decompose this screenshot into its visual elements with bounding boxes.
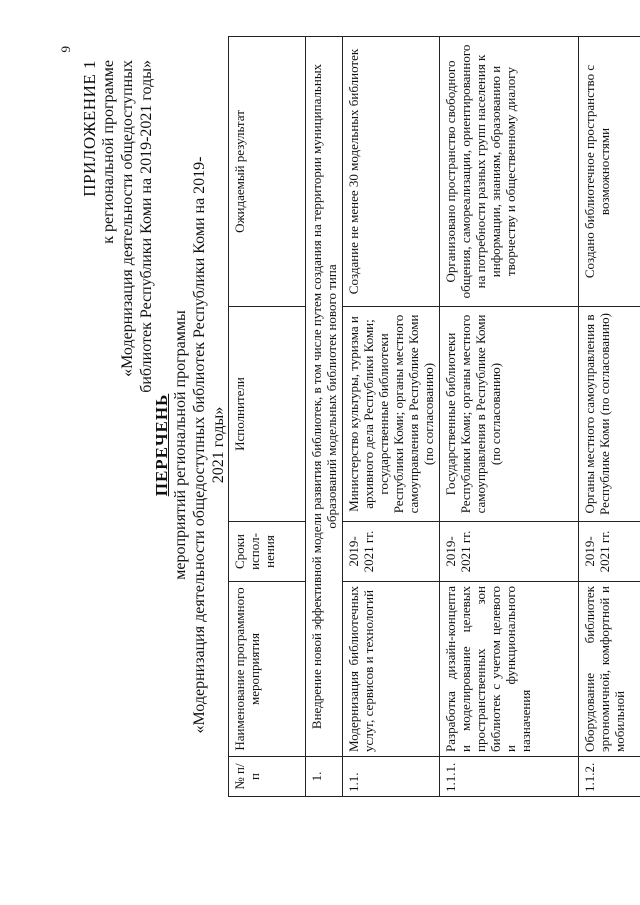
appendix-block — [80, 60, 156, 480]
table-row — [343, 37, 440, 797]
appendix-line: к региональной программе — [100, 60, 117, 244]
document-subtitle: мероприятий региональной программы — [172, 310, 189, 580]
row-num: 1.1. — [343, 757, 440, 797]
header-term: Сроки испол-нения — [229, 522, 306, 582]
section-row — [306, 37, 343, 797]
document-heading — [152, 145, 228, 745]
row-executors: Министерство культуры, туризма и архивного дела Республики Коми; государственные библиотеки Республики Коми; органы местного самоуправления в Республике Коми (по согласованию) — [343, 307, 440, 522]
section-title: Внедрение новой эффективной модели развития библиотек, в том числе путем создания на территории муниципальных образований модельных библиотек нового типа — [306, 37, 343, 757]
row-term: 2019-2021 гг. — [579, 522, 640, 582]
table-row — [440, 37, 579, 797]
appendix-title: ПРИЛОЖЕНИЕ 1 — [80, 60, 99, 197]
table-row — [579, 37, 640, 797]
section-num: 1. — [306, 757, 343, 797]
header-executors: Исполнители — [229, 307, 306, 522]
row-result: Создание не менее 30 модельных библиотек — [343, 37, 440, 307]
appendix-line: «Модернизация деятельности общедоступных — [119, 60, 136, 377]
document-title: ПЕРЕЧЕНЬ — [152, 393, 171, 497]
row-result: Организовано пространство свободного общения, самореализации, ориентированного на потребности разных групп населения к информации, знаниям, образованию и творчеству и общественному диалогу — [440, 37, 579, 307]
table-header-row — [229, 37, 306, 797]
measures-table — [228, 36, 640, 797]
row-term: 2019-2021 гг. — [343, 522, 440, 582]
row-executors: Государственные библиотеки Республики Коми; органы местного самоуправления в Республике Коми (по согласованию) — [440, 307, 579, 522]
page-number: 9 — [58, 46, 73, 53]
row-num: 1.1.1. — [440, 757, 579, 797]
appendix-line: библиотек Республики Коми на 2019-2021 годы» — [138, 60, 155, 393]
row-executors: Органы местного самоуправления в Республике Коми (по согласованию) — [579, 307, 640, 522]
row-result: Создано библиотечное пространство с возможностями — [579, 37, 640, 307]
header-num: № п/п — [229, 757, 306, 797]
header-result: Ожидаемый результат — [229, 37, 306, 307]
program-name: «Модернизация деятельности общедоступных библиотек Республики Коми на 2019-2021 годы» — [191, 156, 227, 734]
row-name: Разработка дизайн-концепта и моделирование целевых пространственных зон библиотек с учетом целевого и функционального назначения — [440, 582, 579, 757]
row-name: Оборудование библиотек эргономичной, комфортной и мобильной — [579, 582, 640, 757]
header-name: Наименование программного мероприятия — [229, 582, 306, 757]
row-term: 2019-2021 гг. — [440, 522, 579, 582]
row-num: 1.1.2. — [579, 757, 640, 797]
row-name: Модернизация библиотечных услуг, сервисов и технологий — [343, 582, 440, 757]
